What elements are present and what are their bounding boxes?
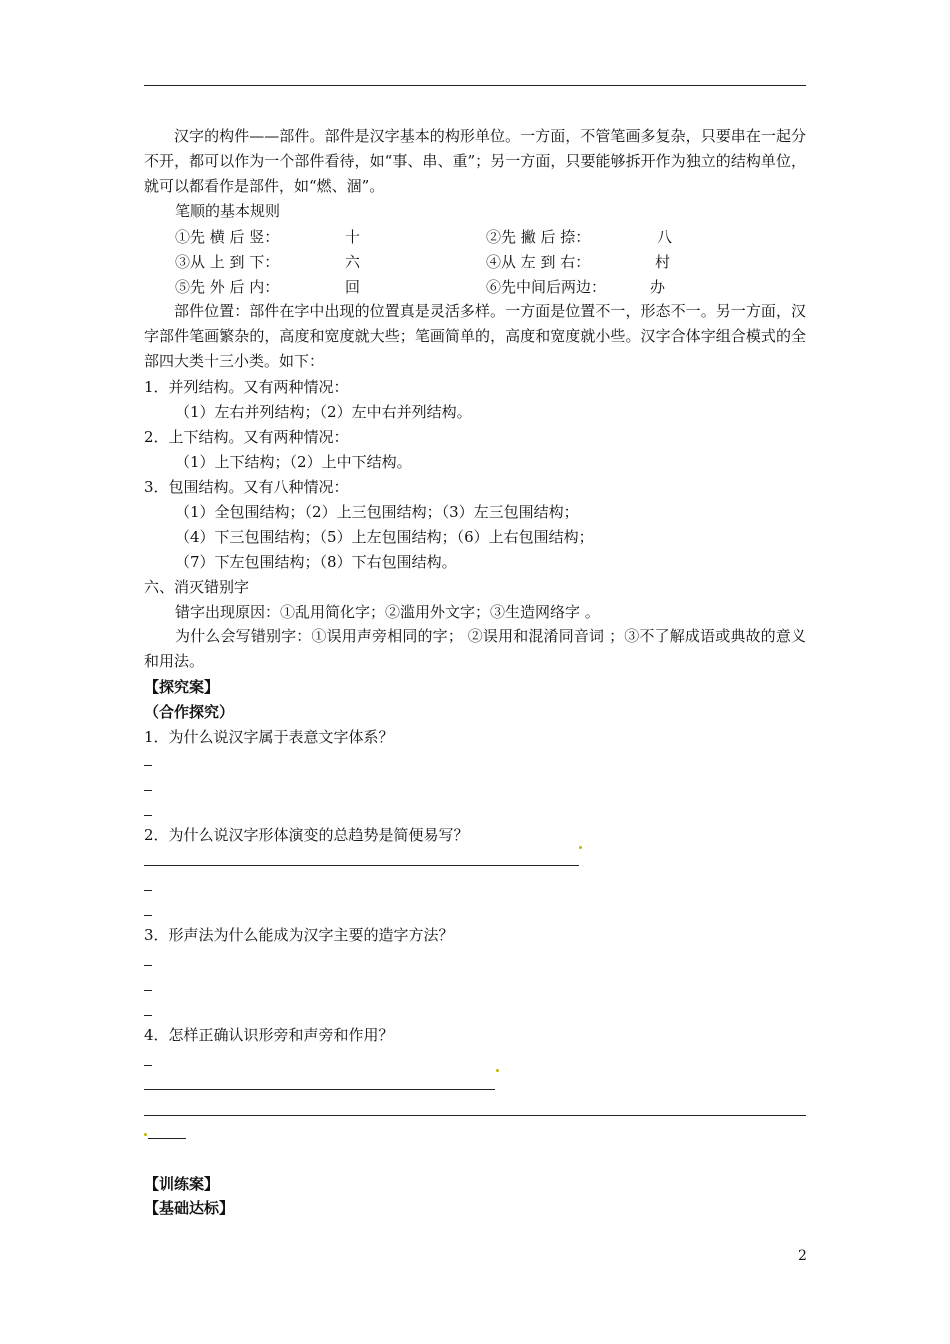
section-6-title: 六、消灭错别字 — [144, 578, 250, 596]
rule-4-example: 村 — [655, 253, 671, 271]
structure-3-heading: 3．包围结构。又有八种情况： — [144, 478, 349, 496]
structure-3-line-1: （1）全包围结构；（2）上三包围结构；（3）左三包围结构； — [175, 503, 579, 521]
structure-1-heading: 1．并列结构。又有两种情况： — [144, 378, 349, 396]
question-4: 4．怎样正确认识形旁和声旁和作用？ — [144, 1026, 394, 1044]
rule-4-label: ④从 左 到 右： — [486, 253, 591, 271]
marker-dot — [579, 846, 582, 849]
rule-2-label: ②先 撇 后 捺： — [486, 228, 591, 246]
answer-line[interactable] — [144, 990, 152, 991]
question-1: 1．为什么说汉字属于表意文字体系？ — [144, 728, 394, 746]
structure-1-line-1: （1）左右并列结构；（2）左中右并列结构。 — [175, 403, 472, 421]
intro-paragraph-positions: 部件位置：部件在字中出现的位置真是灵活多样。一方面是位置不一，形态不一。另一方面，汉字部件笔画繁杂的，高度和宽度就大些；笔画简单的，高度和宽度就小些。汉字合体字组合模式的全部四大类十三小类。如下： — [144, 302, 806, 370]
error-causes-line: 错字出现原因：①乱用简化字；②滥用外文字；③生造网络字 。 — [175, 603, 600, 621]
rule-1-example: 十 — [345, 228, 361, 246]
marker-dot — [496, 1069, 499, 1072]
answer-line[interactable] — [144, 1065, 152, 1066]
rule-3-label: ③从 上 到 下： — [175, 253, 280, 271]
header-rule — [144, 85, 806, 86]
training-heading: 【训练案】 — [144, 1175, 220, 1193]
answer-line[interactable] — [144, 890, 152, 891]
answer-line[interactable] — [144, 965, 152, 966]
training-subheading: 【基础达标】 — [144, 1199, 235, 1217]
inquiry-subheading: （合作探究） — [144, 703, 235, 721]
rule-2-example: 八 — [657, 228, 673, 246]
rule-3-example: 六 — [345, 253, 361, 271]
rule-5-label: ⑤先 外 后 内： — [175, 278, 280, 296]
answer-line[interactable] — [144, 790, 152, 791]
structure-3-line-3: （7）下左包围结构；（8）下右包围结构。 — [175, 553, 457, 571]
page-number: 2 — [798, 1248, 807, 1264]
question-3: 3．形声法为什么能成为汉字主要的造字方法？ — [144, 926, 454, 944]
inquiry-heading: 【探究案】 — [144, 678, 220, 696]
structure-3-line-2: （4）下三包围结构；（5）上左包围结构；（6）上右包围结构； — [175, 528, 594, 546]
answer-line[interactable] — [144, 1115, 806, 1116]
rule-5-example: 回 — [345, 278, 361, 296]
answer-line[interactable] — [144, 1015, 152, 1016]
intro-paragraph-components: 汉字的构件——部件。部件是汉字基本的构形单位。一方面，不管笔画多复杂，只要串在一起分不开，都可以作为一个部件看待，如“事、串、重”；另一方面，只要能够拆开作为独立的结构单位，就可以都看作是部件，如“燃、涸”。 — [144, 127, 806, 195]
answer-line[interactable] — [144, 865, 579, 866]
rule-1-label: ①先 横 后 竖： — [175, 228, 280, 246]
miswriting-reasons: 为什么会写错别字：①误用声旁相同的字； ②误用和混淆同音词 ；③不了解成语或典故的意义和用法。 — [144, 627, 806, 670]
structure-2-line-1: （1）上下结构；（2）上中下结构。 — [175, 453, 412, 471]
answer-line[interactable] — [148, 1138, 186, 1139]
rule-6-label: ⑥先中间后两边： — [486, 278, 607, 296]
answer-line[interactable] — [144, 1089, 495, 1090]
rule-6-example: 办 — [650, 278, 666, 296]
structure-2-heading: 2．上下结构。又有两种情况： — [144, 428, 349, 446]
answer-line[interactable] — [144, 765, 152, 766]
stroke-order-title: 笔顺的基本规则 — [175, 202, 281, 220]
marker-dot — [144, 1133, 147, 1136]
answer-line[interactable] — [144, 915, 152, 916]
question-2: 2．为什么说汉字形体演变的总趋势是简便易写？ — [144, 826, 469, 844]
answer-line[interactable] — [144, 815, 152, 816]
